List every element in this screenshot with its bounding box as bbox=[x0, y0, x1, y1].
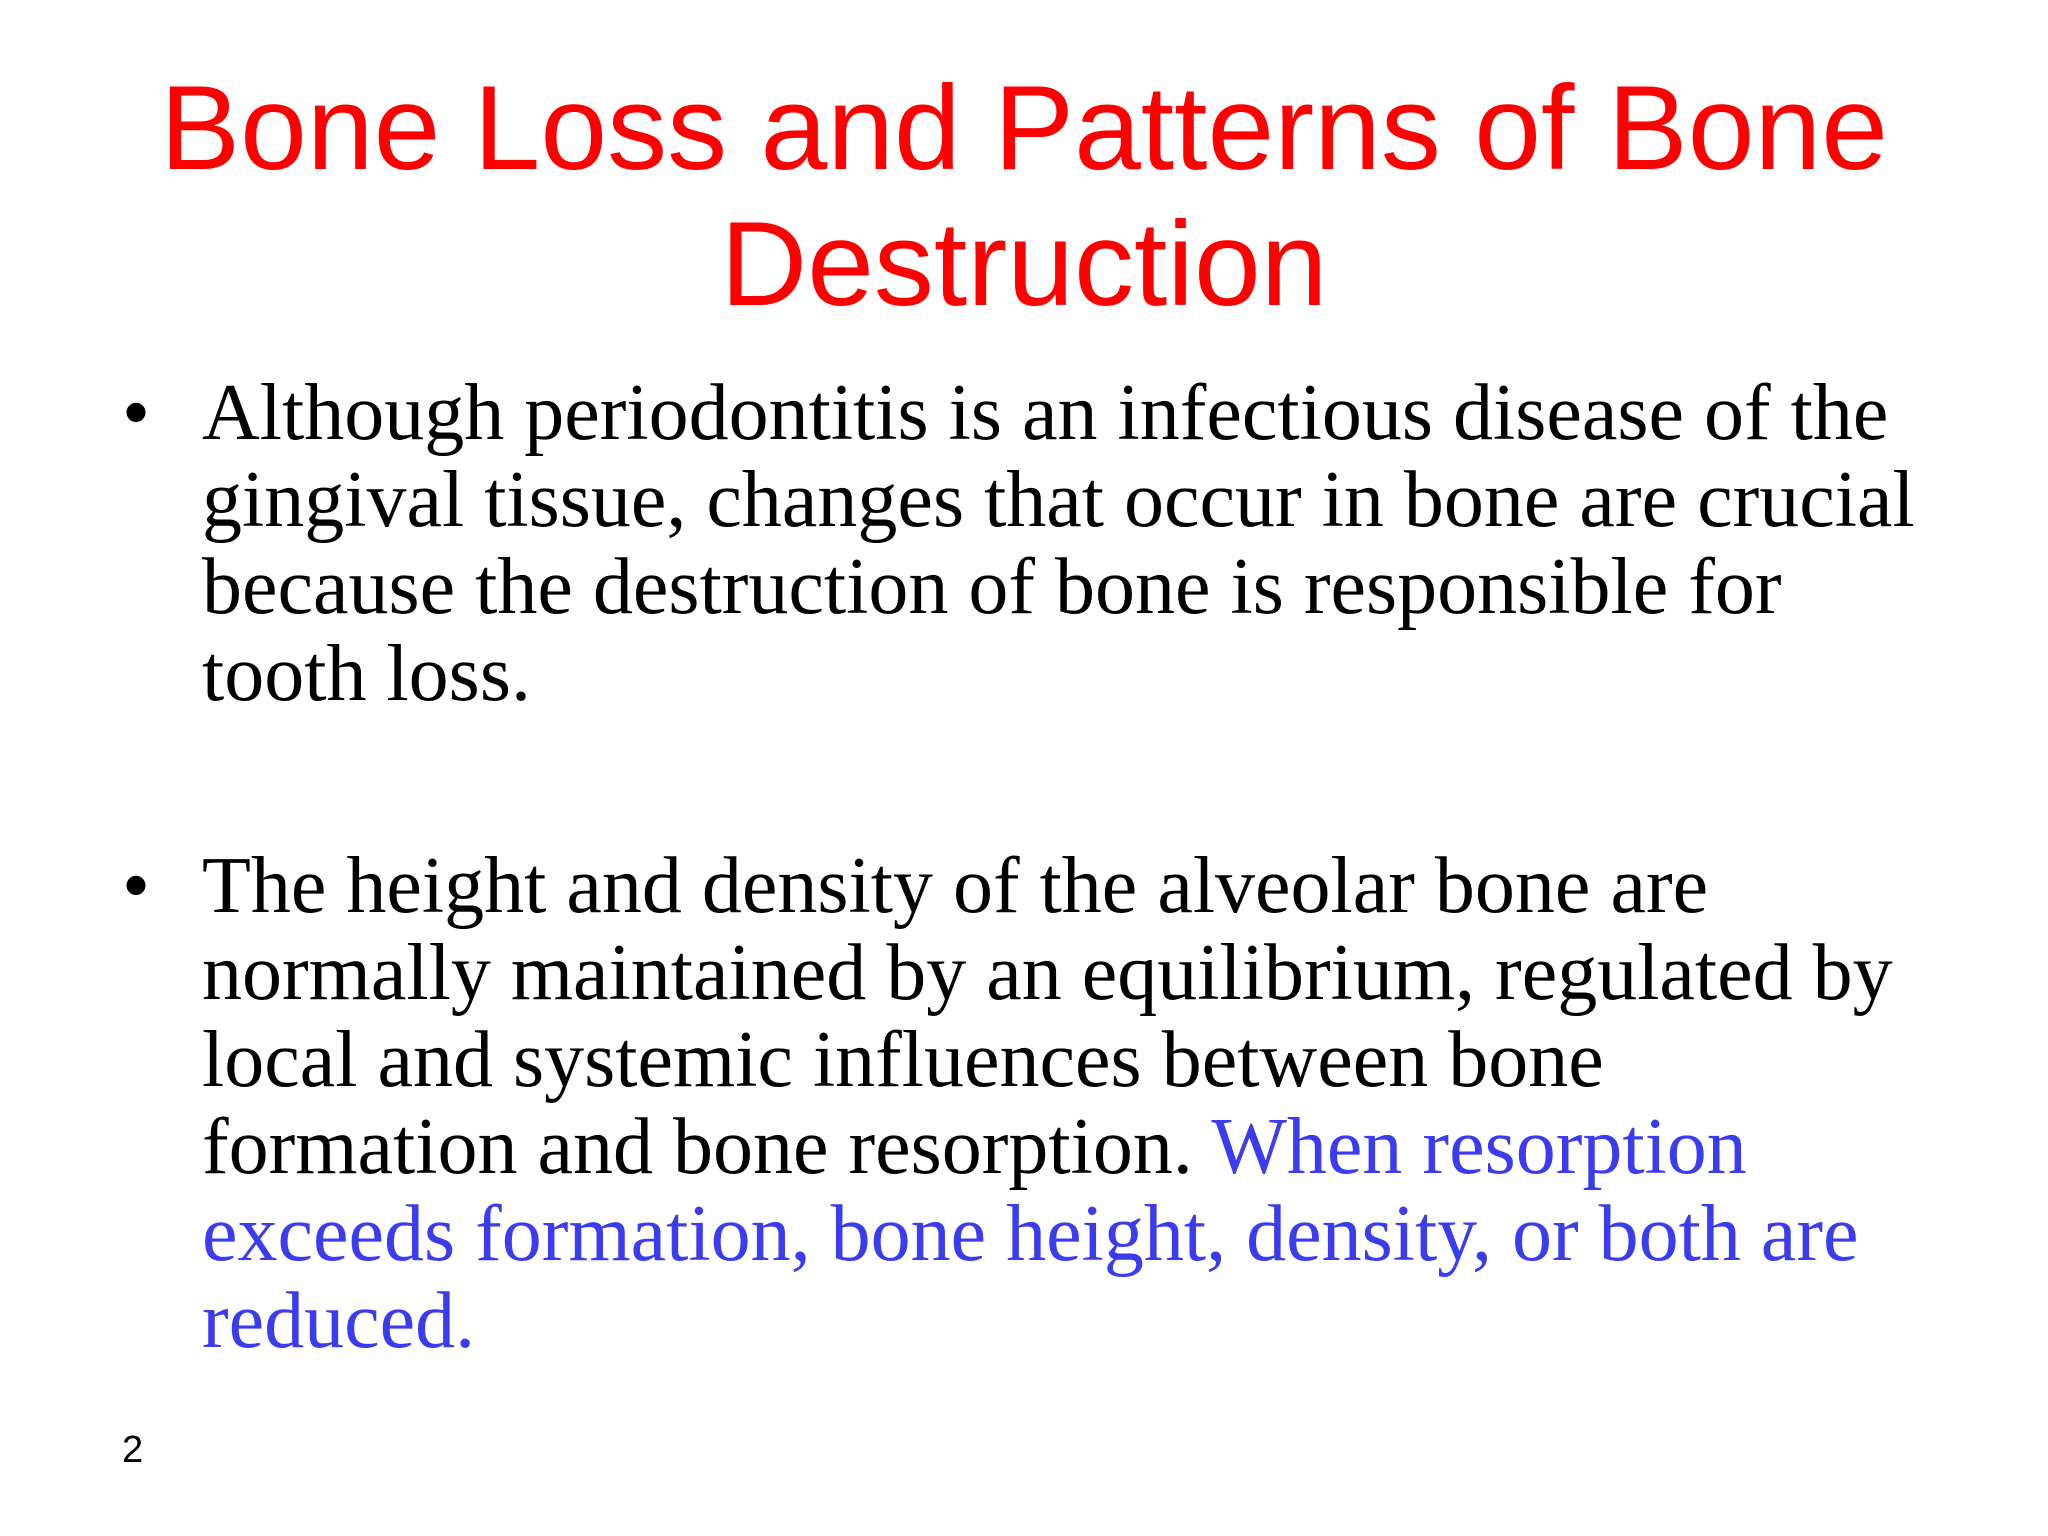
title-line: Destruction bbox=[720, 197, 1328, 331]
bullet-icon: • bbox=[122, 842, 151, 930]
bullet-line-text: formation and bone resorption. bbox=[202, 1103, 1193, 1191]
bullet-line: The height and density of the alveolar bone are bbox=[202, 842, 1709, 930]
title-line: Bone Loss and Patterns of Bone bbox=[160, 61, 1888, 195]
highlighted-line: reduced. bbox=[202, 1277, 476, 1365]
bullet-text bbox=[202, 843, 2002, 1365]
bullet-text bbox=[202, 370, 2002, 718]
bullet-icon: • bbox=[122, 369, 151, 457]
bullet-line bbox=[202, 1104, 2002, 1191]
highlighted-line: exceeds formation, bone height, density, or both are bbox=[202, 1190, 1859, 1278]
bullet-line: normally maintained by an equilibrium, regulated by bbox=[202, 929, 1893, 1017]
page-number: 2 bbox=[122, 1429, 144, 1471]
bullet-line: Although periodontitis is an infectious disease of the bbox=[202, 369, 1889, 457]
bullet-line: local and systemic influences between bone bbox=[202, 1016, 1604, 1104]
bullet-line: because the destruction of bone is responsible for bbox=[202, 543, 1782, 631]
bullet-line: gingival tissue, changes that occur in bone are crucial bbox=[202, 456, 1915, 544]
bullet-line: tooth loss. bbox=[202, 630, 531, 718]
highlighted-text: When resorption bbox=[1192, 1103, 1747, 1191]
